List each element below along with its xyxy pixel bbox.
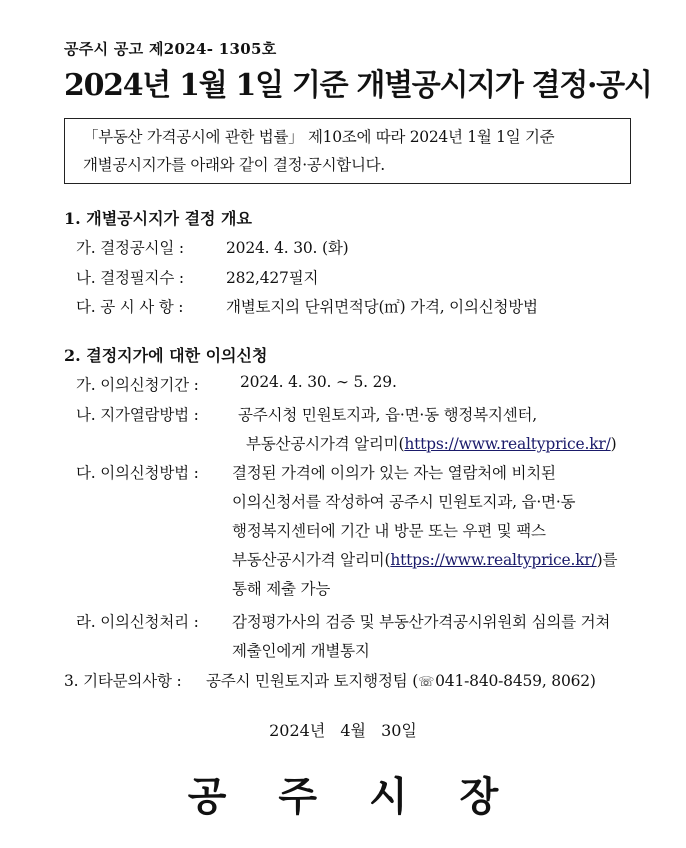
s1-item-na-label: 나. 결정필지수 : [76, 269, 184, 287]
s2-item-ga-value: 2024. 4. 30. ∼ 5. 29. [240, 373, 397, 391]
s2-item-na-label: 나. 지가열람방법 : [76, 406, 199, 424]
realtyprice-link-2[interactable]: https://www.realtyprice.kr/ [390, 551, 597, 569]
realtyprice-link[interactable]: https://www.realtyprice.kr/ [404, 435, 611, 453]
section-3-text: 공주시 민원토지과 토지행정팀 ( [206, 672, 419, 690]
s2-item-na-line1: 공주시청 민원토지과, 읍·면·동 행정복지센터, [238, 406, 538, 424]
s2-item-da-line4 [232, 548, 617, 570]
s2-item-da-line3: 행정복지센터에 기간 내 방문 또는 우편 및 팩스 [232, 522, 546, 540]
s1-item-da-label: 다. 공 시 사 항 : [76, 298, 184, 316]
s1-item-da-value: 개별토지의 단위면적당(㎡) 가격, 이의신청방법 [226, 298, 538, 316]
s2-item-ga-label: 가. 이의신청기간 : [76, 376, 199, 394]
notice-number: 공주시 공고 제2024- 1305호 [64, 40, 277, 58]
section-1-heading: 1. 개별공시지가 결정 개요 [64, 209, 252, 228]
s2-item-ra-label: 라. 이의신청처리 : [76, 613, 199, 631]
s2-item-da-line1: 결정된 가격에 이의가 있는 자는 열람처에 비치된 [232, 464, 556, 482]
s1-item-ga-label: 가. 결정공시일 : [76, 239, 184, 257]
signer-name: 공주시장 [187, 773, 551, 820]
telephone-icon: ☏ [418, 675, 435, 690]
s2-item-na-line2 [246, 432, 617, 454]
s2-item-da-label: 다. 이의신청방법 : [76, 464, 199, 482]
intro-line-2: 개별공시지가를 아래와 같이 결정·공시합니다. [83, 156, 385, 174]
s1-item-ga-value: 2024. 4. 30. (화) [226, 239, 349, 257]
intro-line-1: 「부동산 가격공시에 관한 법률」 제10조에 따라 2024년 1월 1일 기준 [83, 128, 555, 146]
s2-item-da-line2: 이의신청서를 작성하여 공주시 민원토지과, 읍·면·동 [232, 493, 576, 511]
s2-item-na-line2-end: ) [610, 435, 617, 453]
notice-date: 2024년 4월 30일 [269, 721, 417, 740]
s2-item-da-line4-end: )를 [596, 551, 618, 569]
section-3-phone: 041-840-8459, 8062) [435, 672, 596, 690]
s2-item-da-line5: 통해 제출 가능 [232, 580, 331, 598]
s2-item-ra-line1: 감정평가사의 검증 및 부동산가격공시위원회 심의를 거쳐 [232, 613, 611, 631]
s2-item-ra-line2: 제출인에게 개별통지 [232, 642, 370, 660]
document-title: 2024년 1월 1일 기준 개별공시지가 결정·공시 [64, 68, 652, 103]
s2-item-da-line4-text: 부동산공시가격 알리미( [232, 551, 391, 569]
section-3-label: 3. 기타문의사항 : [64, 672, 182, 690]
s1-item-na-value: 282,427필지 [226, 269, 319, 287]
s2-item-na-line2-text: 부동산공시가격 알리미( [246, 435, 405, 453]
intro-box [64, 118, 631, 184]
section-2-heading: 2. 결정지가에 대한 이의신청 [64, 346, 268, 365]
section-3-contact [206, 669, 596, 691]
